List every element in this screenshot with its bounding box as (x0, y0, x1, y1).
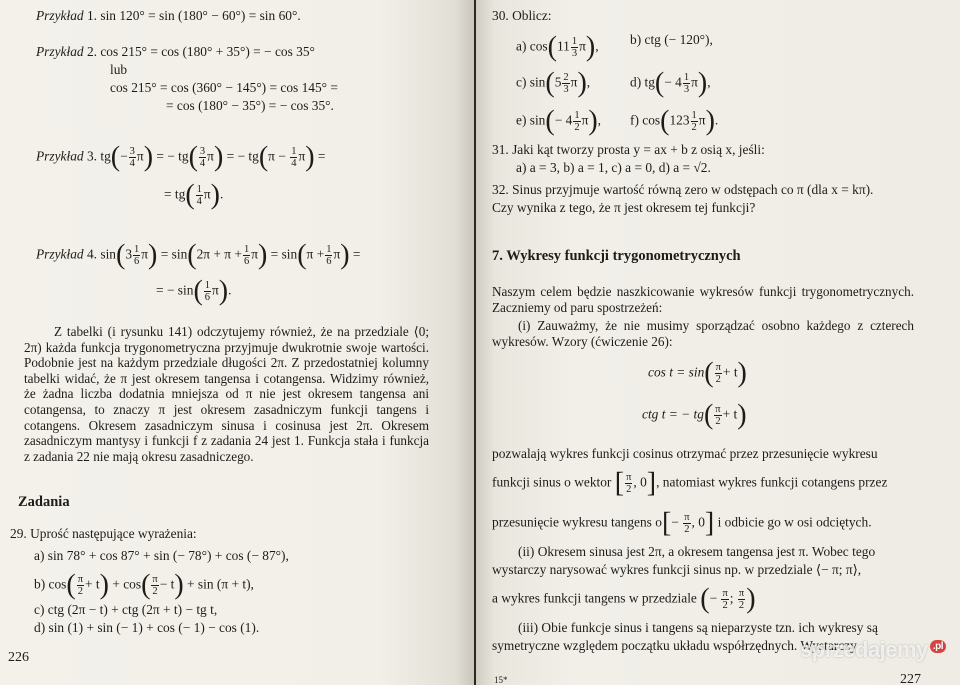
section-heading-zadania: Zadania (18, 494, 70, 510)
observation-3-line-1: (iii) Obie funkcje sinus i tangens są nieparzyste tzn. ich wykresy są (518, 620, 878, 635)
exercise-32-line-1: 32. Sinus przyjmuje wartość równą zero w odstępach co π (dla x = kπ). (492, 182, 874, 197)
exercise-29-d: d) sin (1) + sin (− 1) + cos (− 1) − cos (1). (34, 620, 260, 635)
exercise-31-line-2: a) a = 3, b) a = 1, c) a = 0, d) a = √2. (516, 160, 711, 175)
example-1: Przykład 1. sin 120° = sin (180° − 60°) = sin 60°. (36, 8, 301, 23)
formula-cos: cos t = sin( $\frac{\pi}{2}$ + t) (648, 357, 747, 389)
body-paragraph: Z tabelki (i rysunku 141) odczytujemy również, że na przedziale ⟨0; 2π) każda funkcja trygonometryczna przyjmuje dwukrotnie swoje wartości. Podobnie jest na każdym przedziale długości 2π. Z przedostatniej kolumny tabelki widać, że π jest okresem tangensa i cotangensa. Widzimy również, że żadna liczba dodatnia mniejsza od π nie jest okresem tangensa ani cotangensa, to znaczy π jest okresem zasadniczym funkcji tangens i cotangens. Okresem zasadniczym sinusa i cosinusa jest 2π. Okresem zasadniczym mantysy i funkcji f z zadania 24 jest 1. Funkcja stała i funkcja z zadania 22 nie mają okresu zasadniczego. (24, 324, 429, 464)
page-number-right: 227 (900, 672, 921, 685)
exercise-30-a: a) cos(11 $\frac{1}{3}$ π), (516, 31, 599, 63)
after-line-1: pozwalają wykres funkcji cosinus otrzymać przez przesunięcie wykresu (492, 446, 878, 461)
right-page (476, 0, 960, 685)
page-number-left: 226 (8, 650, 29, 665)
exercise-30-f: f) cos(123 $\frac{1}{2}$ π). (630, 105, 719, 137)
fraction: $\frac{3}{4}$ (129, 146, 135, 169)
exercise-29-a: a) sin 78° + cos 87° + sin (− 78°) + cos (− 87°), (34, 548, 289, 563)
exercise-32-line-2: Czy wynika z tego, że π jest okresem tej funkcji? (492, 200, 756, 215)
watermark-logo: sprzedajemy .pl (800, 637, 946, 663)
example-2-line-1: Przykład 2. cos 215° = cos (180° + 35°) = − cos 35° (36, 44, 315, 59)
formula-ctg: ctg t = − tg( $\frac{\pi}{2}$ + t) (642, 399, 747, 431)
exercise-30-e: e) sin(− 4 $\frac{1}{2}$ π), (516, 105, 602, 137)
exercise-29-title: 29. Uprość następujące wyrażenia: (10, 526, 197, 541)
exercise-30-title: 30. Oblicz: (492, 8, 552, 23)
example-2-lub: lub (110, 62, 128, 77)
example-2-line-3: = cos (180° − 35°) = − cos 35°. (166, 98, 334, 113)
left-page (0, 0, 474, 685)
example-4-line-2: = − sin( $\frac{1}{6}$ π). (156, 275, 232, 307)
observation-2-line-1: (ii) Okresem sinusa jest 2π, a okresem tangensa jest π. Wobec tego (518, 544, 876, 559)
example-4-line-1: Przykład 4. sin(3 $\frac{1}{6}$ π) = sin(2π + π + $\frac{1}{6}$ π) = sin(π + $\frac{1}{6}$ π) = (36, 239, 361, 271)
exercise-30-c: c) sin(5 $\frac{2}{3}$ π), (516, 67, 591, 99)
exercise-29-b: b) cos( $\frac{\pi}{2}$ + t) + cos( $\frac{\pi}{2}$ − t) + sin (π + t), (34, 569, 254, 601)
exercise-30-d: d) tg(− 4 $\frac{1}{3}$ π), (630, 67, 711, 99)
after-line-3: przesunięcie wykresu tangens o[− $\frac{\pi}{2}$ , 0] i odbicie go w osi odciętych. (492, 507, 872, 539)
observation-2-line-3: a wykres funkcji tangens w przedziale (− $\frac{\pi}{2}$ ; $\frac{\pi}{2}$ ) (492, 583, 756, 615)
after-line-2: funkcji sinus o wektor [ $\frac{\pi}{2}$ , 0], natomiast wykres funkcji cotangens przez (492, 467, 888, 499)
observation-1: (i) Zauważmy, że nie musimy sporządzać osobno każdego z czterech wykresów. Wzory (ćwiczenie 26): (492, 318, 914, 349)
exercise-31-line-1: 31. Jaki kąt tworzy prosta y = ax + b z osią x, jeśli: (492, 142, 765, 157)
example-2-line-2: cos 215° = cos (360° − 145°) = cos 145° = (110, 80, 338, 95)
section-heading-7: 7. Wykresy funkcji trygonometrycznych (492, 248, 741, 264)
example-3-line-2: = tg( $\frac{1}{4}$ π). (164, 179, 224, 211)
example-3-line-1: Przykład 3. tg(− $\frac{3}{4}$ π) = − tg( $\frac{3}{4}$ π) = − tg(π − $\frac{1}{4}$ π) = (36, 141, 326, 173)
observation-2-line-2: wystarczy narysować wykres funkcji sinus np. w przedziale ⟨− π; π⟩, (492, 562, 862, 577)
exercise-30-b: b) ctg (− 120°), (630, 32, 713, 47)
intro-paragraph: Naszym celem będzie naszkicowanie wykresów funkcji trygonometrycznych. Zaczniemy od paru spostrzeżeń: (492, 284, 914, 315)
exercise-29-c: c) ctg (2π − t) + ctg (2π + t) − tg t, (34, 602, 218, 617)
observation-3-line-2: symetryczne względem początku układu współrzędnych. Wystarczy (492, 638, 857, 653)
signature-mark: 15* (494, 675, 508, 685)
